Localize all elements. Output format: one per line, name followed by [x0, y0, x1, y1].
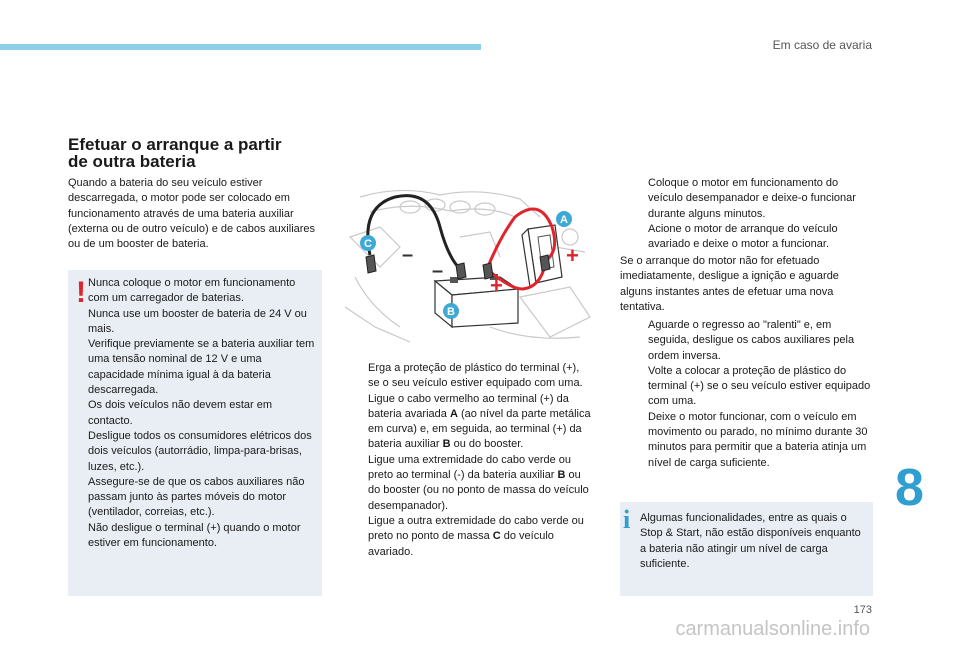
- label-a-text: A: [560, 214, 568, 226]
- reference-letter: C: [492, 530, 501, 543]
- list-item: [620, 364, 872, 410]
- warning-line: Assegure-se de que os cabos auxiliares não passam junto às partes móveis do motor (ventilador, correias, etc.).: [88, 475, 305, 519]
- reference-letter: B: [557, 469, 566, 482]
- steps-list-middle: [340, 361, 592, 560]
- info-box: [620, 502, 873, 596]
- list-item: [340, 392, 592, 453]
- info-text: Algumas funcionalidades, entre as quais o Stop & Start, não estão disponíveis enquanto a bateria não atingir um nível de carga suficiente.: [640, 512, 861, 570]
- minus-sign-b: –: [432, 260, 444, 282]
- warning-line: Nunca coloque o motor em funcionamento com um carregador de baterias.: [88, 277, 296, 305]
- list-item: [620, 222, 872, 253]
- plus-sign-b: +: [490, 273, 503, 298]
- list-item: [340, 514, 592, 560]
- label-c-text: C: [364, 238, 372, 250]
- retry-paragraph: Se o arranque do motor não for efetuado imediatamente, desligue a ignição e aguarde alguns instantes antes de efetuar uma nova tentativa.: [620, 255, 839, 313]
- step-text: Erga a proteção de plástico do terminal (+), se o seu veículo estiver equipado com uma.: [368, 362, 583, 390]
- warning-exclamation-icon: !: [76, 276, 86, 309]
- info-icon: i: [623, 505, 631, 534]
- warning-line: Verifique previamente se a bateria auxiliar tem uma tensão nominal de 12 V e uma capacidade mínima igual à da bateria descarregada.: [88, 338, 315, 397]
- list-item: [620, 410, 872, 471]
- reference-letter: B: [442, 438, 451, 451]
- page-title-line2: de outra bateria: [68, 152, 196, 171]
- label-a: [556, 211, 572, 227]
- intro-paragraph: Quando a bateria do seu veículo estiver descarregada, o motor pode ser colocado em funcionamento através de uma bateria auxiliar (externa ou de outro veículo) e de cabos auxiliares ou de um booster de bateria.: [68, 177, 316, 251]
- list-item: [340, 453, 592, 514]
- jump-start-illustration: [340, 177, 600, 349]
- list-item: [620, 318, 872, 364]
- step-text: Acione o motor de arranque do veículo avariado e deixe o motor a funcionar.: [648, 222, 838, 251]
- step-text: ou do booster.: [450, 438, 524, 451]
- warning-box: [68, 270, 322, 596]
- page-title: [68, 136, 328, 170]
- label-c: [360, 235, 376, 251]
- reference-letter: A: [449, 407, 458, 420]
- minus-sign-c: –: [402, 244, 414, 266]
- plus-sign-a: +: [566, 243, 579, 268]
- page-title-line1: Efetuar o arranque a partir: [68, 135, 282, 154]
- label-b-text: B: [447, 306, 455, 318]
- warning-line: Desligue todos os consumidores elétricos dos dois veículos (autorrádio, limpa-para-brisas, luzes, etc.).: [88, 429, 312, 473]
- step-text: Coloque o motor em funcionamento do veículo desempanador e deixe-o funcionar durante alguns minutos.: [648, 177, 856, 220]
- steps-list-right-top: [620, 176, 872, 252]
- step-text: Ligue uma extremidade do cabo verde ou preto ao terminal (-) da bateria auxiliar: [368, 453, 572, 482]
- section-title: Em caso de avaria: [772, 38, 872, 52]
- warning-line: Não desligue o terminal (+) quando o motor estiver em funcionamento.: [88, 521, 301, 550]
- label-b: [443, 303, 459, 319]
- step-text: Ligue a outra extremidade do cabo verde ou preto no ponto de massa: [368, 514, 584, 543]
- watermark: carmanualsonline.info: [675, 618, 870, 640]
- page-number: 173: [853, 604, 872, 616]
- warning-line: Nunca use um booster de bateria de 24 V ou mais.: [88, 307, 307, 335]
- chapter-number: 8: [895, 459, 924, 517]
- step-text: Aguarde o regresso ao "ralenti" e, em seguida, desligue os cabos auxiliares pela ordem inversa.: [648, 319, 855, 362]
- list-item: [620, 176, 872, 222]
- step-text: Volte a colocar a proteção de plástico do terminal (+) se o seu veículo estiver equipado com uma.: [648, 364, 871, 408]
- steps-list-right-bottom: [620, 318, 872, 471]
- step-text: Deixe o motor funcionar, com o veículo em movimento ou parado, no mínimo durante 30 minutos para permitir que a bateria atinja um nível de carga suficiente.: [648, 410, 868, 469]
- warning-text: [88, 276, 318, 551]
- step-text: do veículo avariado.: [368, 530, 554, 558]
- warning-line: Os dois veículos não devem estar em contacto.: [88, 399, 273, 427]
- step-text: ou do booster (ou no ponto de massa do veículo desempanador).: [368, 469, 589, 512]
- step-text: Ligue o cabo vermelho ao terminal (+) da bateria avariada: [368, 392, 569, 420]
- list-item: [340, 361, 592, 392]
- header-accent-bar: [0, 44, 481, 50]
- step-text: (ao nível da parte metálica em curva) e, em seguida, ao terminal (+) da bateria auxiliar: [368, 407, 591, 451]
